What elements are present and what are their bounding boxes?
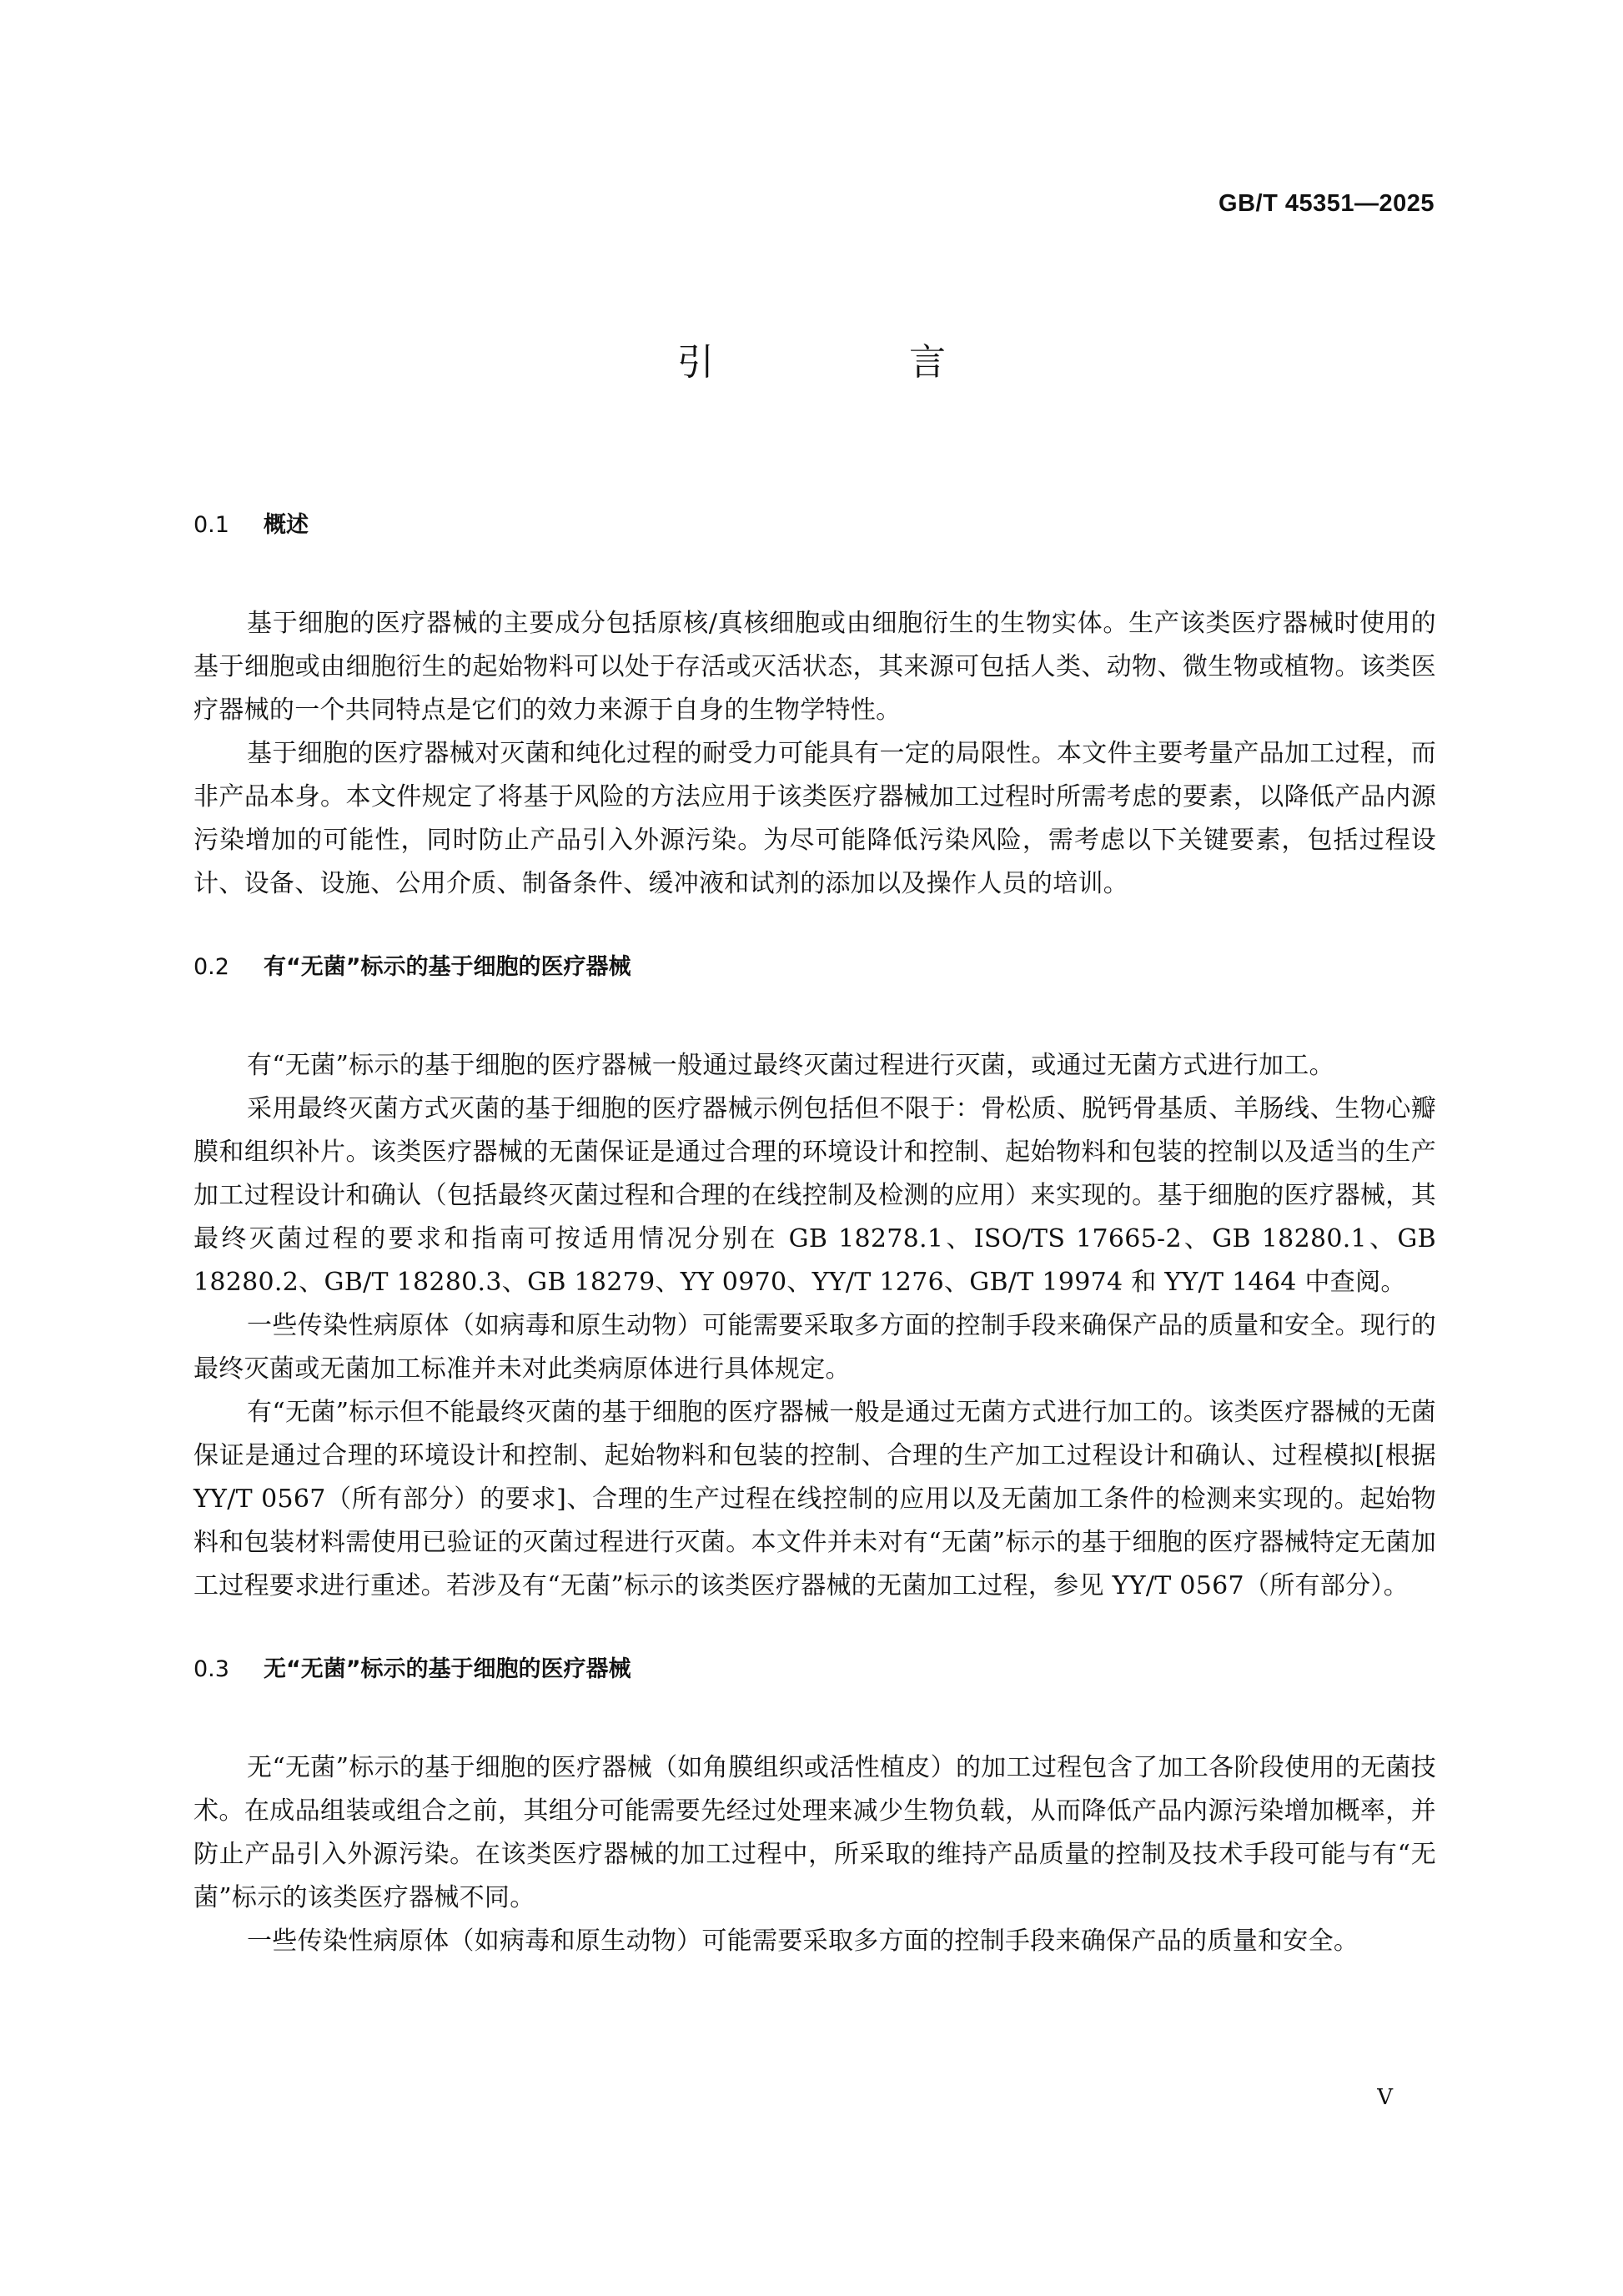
paragraph: 有“无菌”标示但不能最终灭菌的基于细胞的医疗器械一般是通过无菌方式进行加工的。该类医疗器械的无菌保证是通过合理的环境设计和控制、起始物料和包装的控制、合理的生产加工过程设计和确认、过程模拟[根据 YY/T 0567（所有部分）的要求]、合理的生产过程在线控制的应用以及无菌加工条件的检测来实现的。起始物料和包装材料需使用已验证的灭菌过程进行灭菌。本文件并未对有“无菌”标示的基于细胞的医疗器械特定无菌加工过程要求进行重述。若涉及有“无菌”标示的该类医疗器械的无菌加工过程，参见 YY/T 0567（所有部分）。 (193, 1398, 1436, 1600)
standard-code: GB/T 45351—2025 (1219, 190, 1435, 217)
section-number: 0.1 (193, 512, 229, 538)
page-number: V (1377, 2085, 1393, 2110)
section-title: 概述 (264, 512, 309, 538)
paragraph: 无“无菌”标示的基于细胞的医疗器械（如角膜组织或活性植皮）的加工过程包含了加工各阶段使用的无菌技术。在成品组装或组合之前，其组分可能需要先经过处理来减少生物负载，从而降低产品内源污染增加概率，并防止产品引入外源污染。在该类医疗器械的加工过程中，所采取的维持产品质量的控制及技术手段可能与有“无菌”标示的该类医疗器械不同。 (193, 1753, 1436, 1912)
paragraph: 一些传染性病原体（如病毒和原生动物）可能需要采取多方面的控制手段来确保产品的质量和安全。现行的最终灭菌或无菌加工标准并未对此类病原体进行具体规定。 (193, 1311, 1436, 1384)
section-number: 0.2 (193, 954, 229, 980)
section-heading (193, 1645, 1436, 1695)
paragraph: 基于细胞的医疗器械对灭菌和纯化过程的耐受力可能具有一定的局限性。本文件主要考量产品加工过程，而非产品本身。本文件规定了将基于风险的方法应用于该类医疗器械加工过程时所需考虑的要素，以降低产品内源污染增加的可能性，同时防止产品引入外源污染。为尽可能降低污染风险，需考虑以下关键要素，包括过程设计、设备、设施、公用介质、制备条件、缓冲液和试剂的添加以及操作人员的培训。 (193, 739, 1436, 898)
page-title: 引 言 (677, 341, 1038, 384)
section-0-2 (193, 942, 1436, 1608)
section-heading (193, 942, 1436, 992)
document-body (193, 500, 1436, 1963)
paragraph: 基于细胞的医疗器械的主要成分包括原核/真核细胞或由细胞衍生的生物实体。生产该类医疗器械时使用的基于细胞或由细胞衍生的起始物料可以处于存活或灭活状态，其来源可包括人类、动物、微生物或植物。该类医疗器械的一个共同特点是它们的效力来源于自身的生物学特性。 (193, 609, 1436, 725)
section-0-3 (193, 1645, 1436, 1963)
paragraph: 一些传染性病原体（如病毒和原生动物）可能需要采取多方面的控制手段来确保产品的质量和安全。 (247, 1927, 1359, 1956)
section-number: 0.3 (193, 1656, 229, 1682)
section-0-1 (193, 500, 1436, 906)
section-title: 无“无菌”标示的基于细胞的医疗器械 (264, 1656, 631, 1682)
paragraph: 采用最终灭菌方式灭菌的基于细胞的医疗器械示例包括但不限于：骨松质、脱钙骨基质、羊肠线、生物心瓣膜和组织补片。该类医疗器械的无菌保证是通过合理的环境设计和控制、起始物料和包装的控制以及适当的生产加工过程设计和确认（包括最终灭菌过程和合理的在线控制及检测的应用）来实现的。基于细胞的医疗器械，其最终灭菌过程的要求和指南可按适用情况分别在 GB 18278.1、ISO/TS 17665-2、GB 18280.1、GB 18280.2、GB/T 18280.3、GB 18279、YY 0970、YY/T 1276、GB/T 19974 和 YY/T 1464 中查阅。 (193, 1094, 1436, 1297)
section-heading (193, 500, 1436, 550)
section-title: 有“无菌”标示的基于细胞的医疗器械 (264, 954, 631, 980)
paragraph: 有“无菌”标示的基于细胞的医疗器械一般通过最终灭菌过程进行灭菌，或通过无菌方式进行加工。 (247, 1051, 1334, 1080)
